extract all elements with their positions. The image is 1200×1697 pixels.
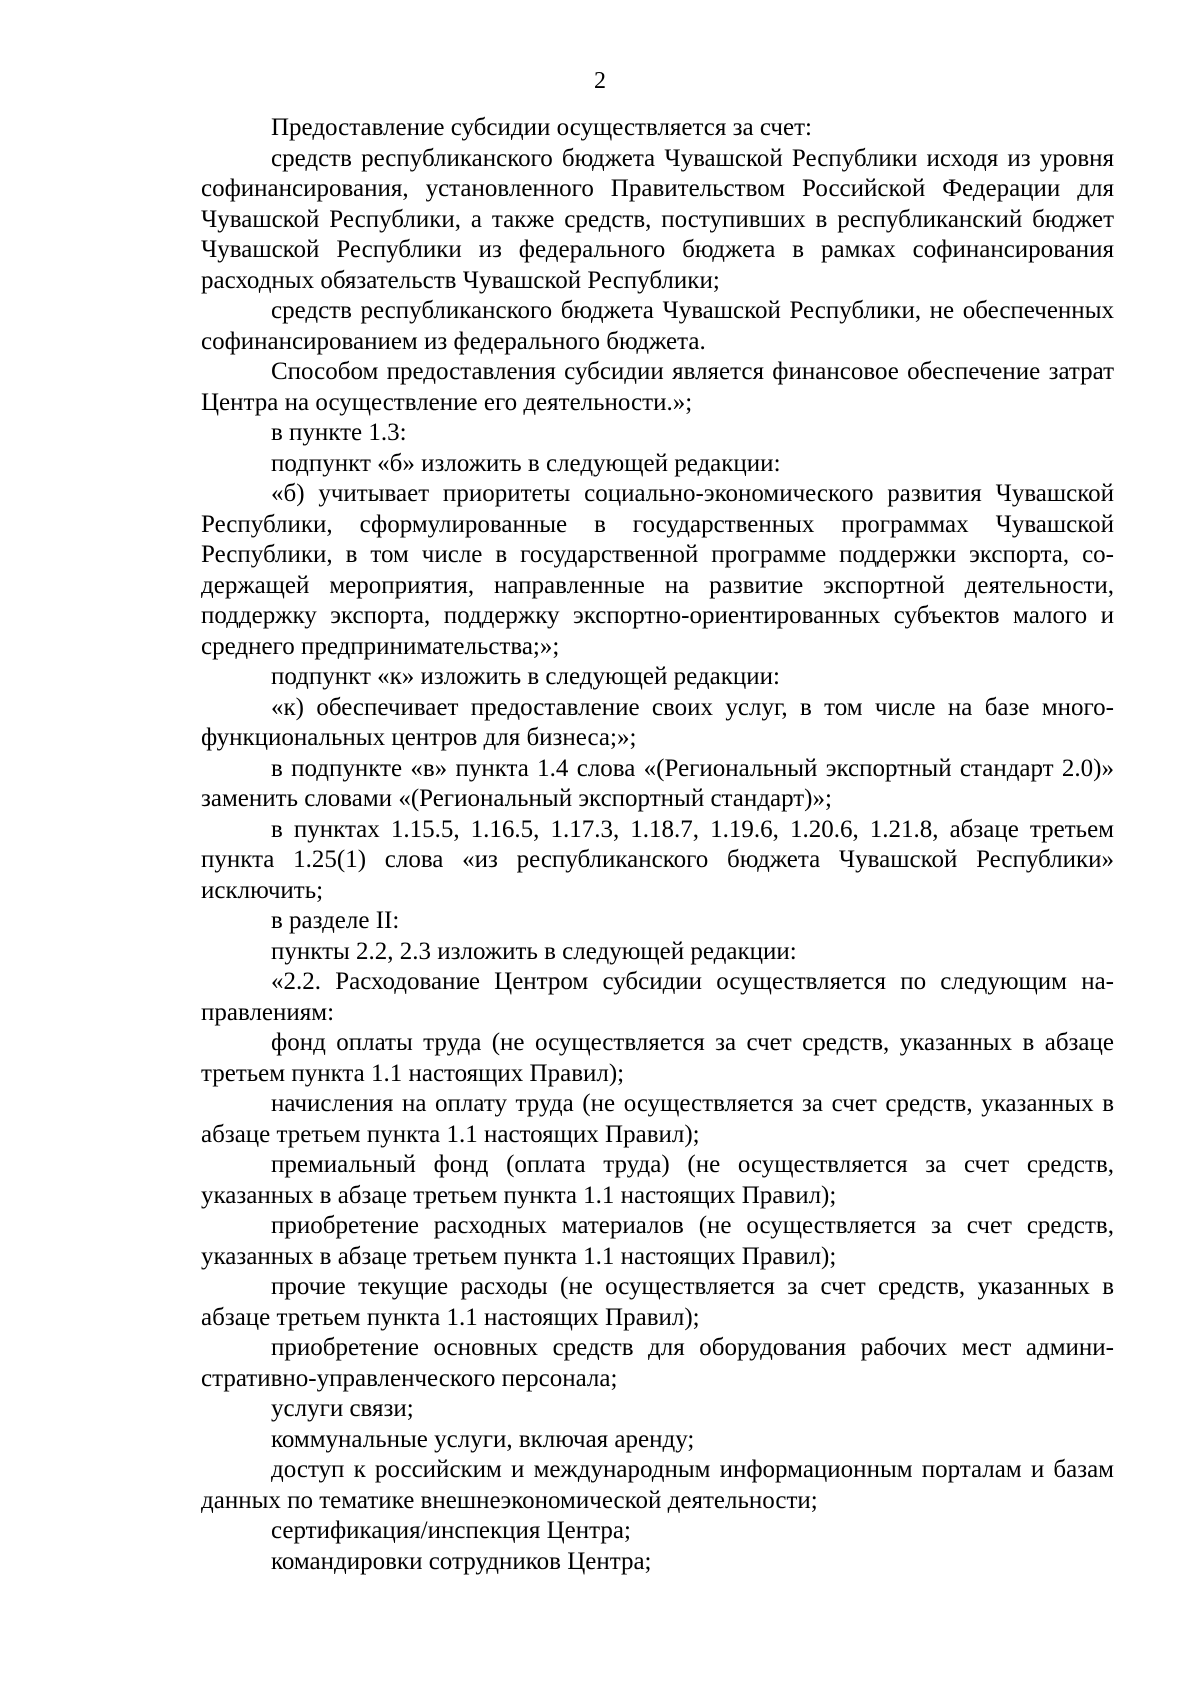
paragraph: Способом предоставления субсидии является финансовое обеспечение затрат Центра на осуществление его деятельности.»; <box>201 358 1114 416</box>
paragraph: фонд оплаты труда (не осуществляется за счет средств, указанных в абзаце третьем пункта 1.1 настоящих Правил); <box>201 1029 1114 1087</box>
paragraph: командировки сотрудников Центра; <box>271 1547 652 1575</box>
paragraph: Предоставление субсидии осуществляется за счет: <box>271 114 812 141</box>
paragraph: подпункт «к» изложить в следующей редакции: <box>271 663 780 690</box>
paragraph: доступ к российским и международным информационным порталам и базам данных по тематике внешнеэкономической деятельности; <box>201 1456 1114 1514</box>
paragraph: приобретение расходных материалов (не осуществляется за счет средств, указанных в абзаце третьем пункта 1.1 настоящих Правил); <box>201 1212 1114 1270</box>
paragraph: в подпункте «в» пункта 1.4 слова «(Региональный экспортный стандарт 2.0)» заменить словами «(Региональный экспортный стандарт)»; <box>201 754 1114 812</box>
paragraph: «к) обеспечивает предоставление своих услуг, в том числе на базе многофункциональных центров для бизнеса;»; <box>201 693 1114 751</box>
paragraph: средств республиканского бюджета Чувашской Республики исходя из уровня софинансирования, установленного Правительством Российской Федерации для Чувашской Республики, а также средств, поступивших в республиканский бюджет Чувашской Республики из федерального бюджета в рамках софинансирования расходных обязательств Чувашской Республики; <box>201 144 1114 294</box>
paragraph: в пункте 1.3: <box>271 419 407 446</box>
paragraph: подпункт «б» изложить в следующей редакции: <box>271 449 781 477</box>
page-number: 2 <box>594 68 606 94</box>
paragraph: приобретение основных средств для оборудования рабочих мест административно-управленческого персонала; <box>201 1334 1114 1392</box>
paragraph: средств республиканского бюджета Чувашской Республики, не обеспеченных софинансированием из федерального бюджета. <box>201 297 1114 355</box>
paragraph: услуги связи; <box>271 1395 414 1422</box>
paragraph: прочие текущие расходы (не осуществляется за счет средств, указанных в абзаце третьем пункта 1.1 настоящих Правил); <box>201 1273 1114 1331</box>
paragraph: в пунктах 1.15.5, 1.16.5, 1.17.3, 1.18.7, 1.19.6, 1.20.6, 1.21.8, абзаце третьем пункта 1.25(1) слова «из республиканского бюджета Чувашской Республики» исключить; <box>201 815 1114 904</box>
paragraph: в разделе II: <box>271 907 400 934</box>
paragraph: коммунальные услуги, включая аренду; <box>271 1425 695 1453</box>
paragraph: «б) учитывает приоритеты социально-экономического развития Чувашской Республики, сформулированные в государственных программах Чувашской Республики, в том числе в государственной программе поддержки экспорта, содержащей мероприятия, направленные на развитие экспортной деятельности, поддержку экспорта, поддержку экспортно-ориентированных субъектов малого и среднего предпринимательства;»; <box>201 480 1114 660</box>
paragraph: начисления на оплату труда (не осуществляется за счет средств, указанных в абзаце третьем пункта 1.1 настоящих Правил); <box>201 1090 1114 1148</box>
paragraph: «2.2. Расходование Центром субсидии осуществляется по следующим направлениям: <box>201 968 1114 1026</box>
paragraph: премиальный фонд (оплата труда) (не осуществляется за счет средств, указанных в абзаце третьем пункта 1.1 настоящих Правил); <box>201 1151 1114 1209</box>
paragraph: сертификация/инспекция Центра; <box>271 1517 631 1544</box>
paragraph: пункты 2.2, 2.3 изложить в следующей редакции: <box>271 937 797 965</box>
document-body <box>201 113 1114 1577</box>
